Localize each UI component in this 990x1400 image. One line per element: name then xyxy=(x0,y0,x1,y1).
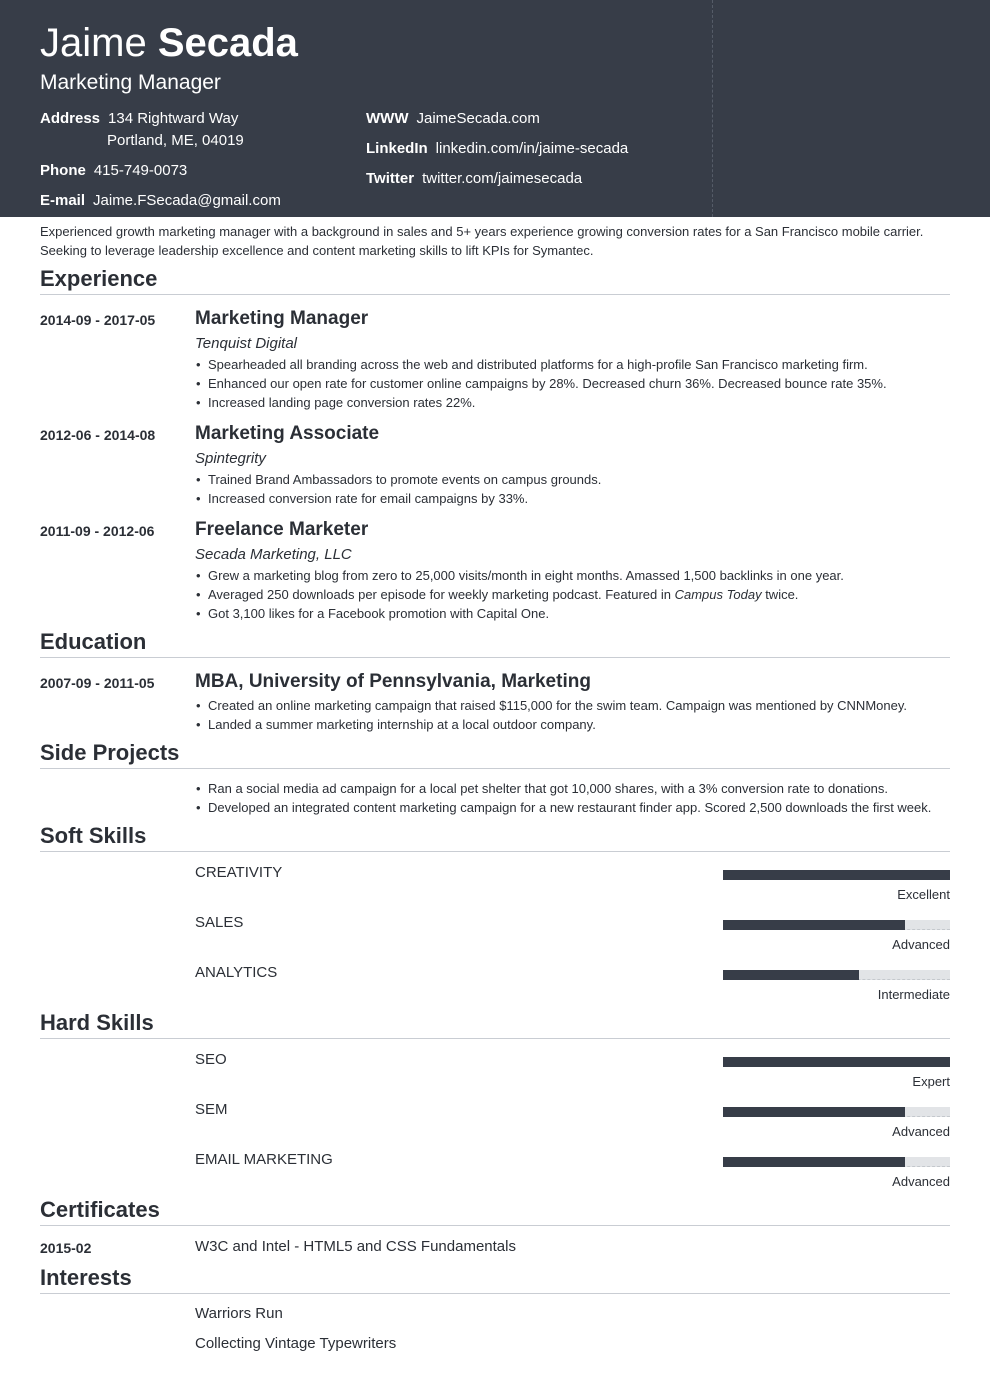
www-link[interactable]: JaimeSecada.com xyxy=(416,110,540,127)
list-item xyxy=(195,585,955,604)
list-item: • Developed an integrated content marketing campaign for a new restaurant finder app. Scored 2,500 downloads the first week. xyxy=(195,798,955,817)
list-item: • Increased landing page conversion rates 22%. xyxy=(195,393,955,412)
company-name: Tenquist Digital xyxy=(195,335,298,352)
resume-header xyxy=(0,0,990,217)
job-dates: 2011-09 - 2012-06 xyxy=(40,523,155,539)
section-rule xyxy=(40,768,950,769)
section-rule xyxy=(40,1038,950,1039)
list-item: • Landed a summer marketing internship at a local outdoor company. xyxy=(195,715,955,734)
company-name: Spintegrity xyxy=(195,450,266,467)
skill-bar xyxy=(723,1057,950,1067)
skill-level: Excellent xyxy=(897,887,950,902)
skill-bar xyxy=(723,870,950,880)
www-label: WWW xyxy=(366,110,409,127)
list-item: • Ran a social media ad campaign for a local pet shelter that got 10,000 shares, with a 3% conversion rate to donations. xyxy=(195,779,955,798)
email-block xyxy=(40,190,281,212)
education-section-header xyxy=(40,629,950,654)
skill-bar-fill xyxy=(723,1107,905,1117)
skill-bar-fill xyxy=(723,1157,905,1167)
skill-bar xyxy=(723,970,950,980)
list-item: • Spearheaded all branding across the web and distributed platforms for a high-profile San Francisco marketing firm. xyxy=(195,355,955,374)
list-item: • Got 3,100 likes for a Facebook promotion with Capital One. xyxy=(195,604,955,623)
linkedin-link[interactable]: linkedin.com/in/jaime-secada xyxy=(435,140,629,157)
section-rule xyxy=(40,657,950,658)
job-bullets xyxy=(195,566,955,623)
address-line2: Portland, ME, 04019 xyxy=(107,132,244,149)
section-title: Certificates xyxy=(40,1197,160,1222)
certificate-date: 2015-02 xyxy=(40,1240,92,1256)
experience-section-header xyxy=(40,266,950,291)
list-item: • Trained Brand Ambassadors to promote events on campus grounds. xyxy=(195,470,955,489)
skill-bar xyxy=(723,1157,950,1167)
education-dates: 2007-09 - 2011-05 xyxy=(40,675,155,691)
job-bullets xyxy=(195,470,955,508)
education-bullets xyxy=(195,696,955,734)
linkedin-block xyxy=(366,138,628,160)
job-title: Marketing Manager xyxy=(195,308,369,329)
hard-skills-section-header xyxy=(40,1010,950,1035)
skill-name: EMAIL MARKETING xyxy=(195,1151,333,1168)
twitter-label: Twitter xyxy=(366,170,415,187)
candidate-name xyxy=(40,20,298,66)
job-dates: 2012-06 - 2014-08 xyxy=(40,427,156,443)
phone-block xyxy=(40,160,187,182)
interest-item: Warriors Run xyxy=(195,1305,283,1322)
skill-level: Advanced xyxy=(892,937,950,952)
job-title: Marketing Associate xyxy=(195,423,380,444)
twitter-link[interactable]: twitter.com/jaimesecada xyxy=(422,170,583,187)
section-title: Education xyxy=(40,629,147,654)
last-name: Secada xyxy=(157,21,298,65)
summary-line: Experienced growth marketing manager with a background in sales and 5+ years experience growing conversion rates for a San Francisco mobile carrier. xyxy=(40,224,924,239)
skill-name: SEM xyxy=(195,1101,228,1118)
bullet-text: Averaged 250 downloads per episode for weekly marketing podcast. Featured in xyxy=(208,587,675,602)
skill-level: Advanced xyxy=(892,1174,950,1189)
section-rule xyxy=(40,851,950,852)
first-name: Jaime xyxy=(40,21,147,65)
twitter-block xyxy=(366,168,582,190)
list-item: • Increased conversion rate for email campaigns by 33%. xyxy=(195,489,955,508)
list-item: • Enhanced our open rate for customer online campaigns by 28%. Decreased churn 36%. Decreased bounce rate 35%. xyxy=(195,374,955,393)
skill-level: Expert xyxy=(912,1074,950,1089)
skill-bar xyxy=(723,1107,950,1117)
section-rule xyxy=(40,1225,950,1226)
job-dates: 2014-09 - 2017-05 xyxy=(40,312,156,328)
list-item: • Created an online marketing campaign that raised $115,000 for the swim team. Campaign was mentioned by CNNMoney. xyxy=(195,696,955,715)
phone-label: Phone xyxy=(40,162,86,179)
summary xyxy=(40,222,955,260)
address-label: Address xyxy=(40,110,101,127)
email-link[interactable]: Jaime.FSecada@gmail.com xyxy=(93,192,281,209)
section-title: Soft Skills xyxy=(40,823,147,848)
www-block xyxy=(366,108,540,130)
side-projects-section-header xyxy=(40,740,950,765)
degree-title: MBA, University of Pennsylvania, Marketing xyxy=(195,671,591,692)
interest-item: Collecting Vintage Typewriters xyxy=(195,1335,397,1352)
section-title: Side Projects xyxy=(40,740,180,765)
skill-bar-fill xyxy=(723,1057,950,1067)
section-title: Interests xyxy=(40,1265,132,1290)
section-title: Experience xyxy=(40,266,158,291)
section-rule xyxy=(40,294,950,295)
skill-level: Intermediate xyxy=(877,987,950,1002)
certificate-name: W3C and Intel - HTML5 and CSS Fundamentals xyxy=(195,1238,516,1255)
summary-line: Seeking to leverage leadership excellence and content marketing skills to lift KPIs for Symantec. xyxy=(40,243,594,258)
publication-name: Campus Today xyxy=(674,587,762,602)
skill-name: SEO xyxy=(195,1051,227,1068)
skill-name: ANALYTICS xyxy=(195,964,278,981)
skill-bar-fill xyxy=(723,920,905,930)
address-block xyxy=(40,108,238,130)
skill-level: Advanced xyxy=(892,1124,950,1139)
section-title: Hard Skills xyxy=(40,1010,154,1035)
soft-skills-section-header xyxy=(40,823,950,848)
list-item: • Grew a marketing blog from zero to 25,000 visits/month in eight months. Amassed 1,500 backlinks in one year. xyxy=(195,566,955,585)
certificates-section-header xyxy=(40,1197,950,1222)
phone-value: 415-749-0073 xyxy=(93,162,188,179)
side-project-bullets xyxy=(195,779,955,817)
bullet-text: twice. xyxy=(761,587,799,602)
job-title: Marketing Manager xyxy=(40,71,221,94)
skill-bar-fill xyxy=(723,870,950,880)
interests-section-header xyxy=(40,1265,950,1290)
address-line1: 134 Rightward Way xyxy=(108,110,239,127)
skill-bar-fill xyxy=(723,970,859,980)
job-title: Freelance Marketer xyxy=(195,519,369,540)
section-rule xyxy=(40,1293,950,1294)
email-label: E-mail xyxy=(40,192,86,209)
skill-name: CREATIVITY xyxy=(195,864,283,881)
skill-name: SALES xyxy=(195,914,244,931)
header-divider xyxy=(712,0,713,217)
job-bullets xyxy=(195,355,955,412)
company-name: Secada Marketing, LLC xyxy=(195,546,352,563)
linkedin-label: LinkedIn xyxy=(366,140,428,157)
skill-bar xyxy=(723,920,950,930)
